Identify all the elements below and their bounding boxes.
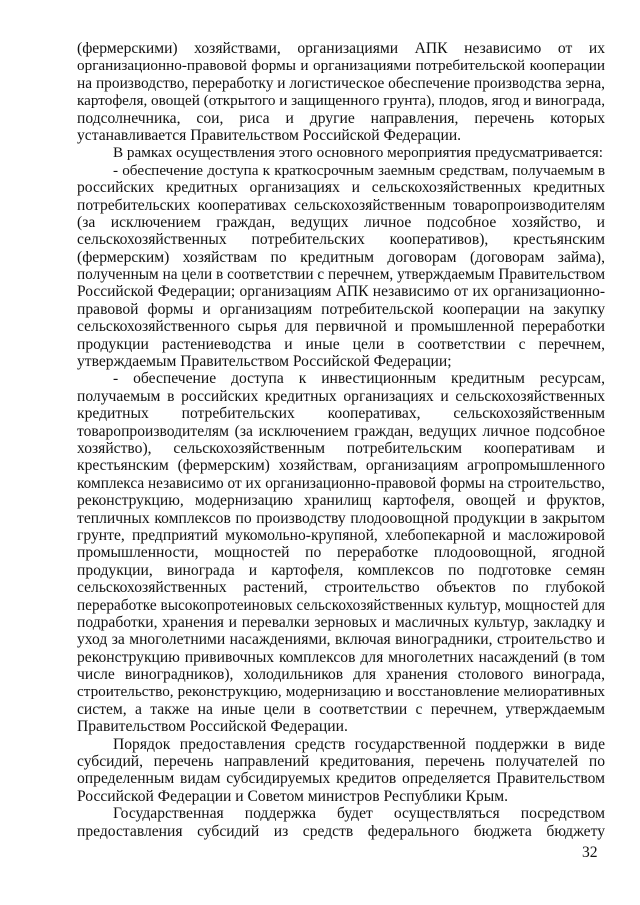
text-line: хозяйство), сельскохозяйственным потребительским кооперативам и xyxy=(77,439,605,457)
text-line: крестьянским (фермерским) хозяйствам, организациям агропромышленного xyxy=(77,457,605,475)
text-line: устанавливается Правительством Российской Федерации. xyxy=(77,126,462,144)
text-line: полученным на цели в соответствии с перечнем, утверждаемым Правительством xyxy=(77,266,605,284)
text-line: систем, а также на иные цели в соответствии с перечнем, утверждаемым xyxy=(77,700,605,718)
text-line: Российской Федерации и Советом министров Республики Крым. xyxy=(77,787,509,805)
document-body-text xyxy=(77,40,605,840)
text-line: сельскохозяйственных растений, строительство объектов по глубокой xyxy=(77,579,605,597)
text-line: подработки, хранения и перевалки зерновых и масличных культур, закладку и xyxy=(77,613,605,631)
text-line: утверждаемым Правительством Российской Федерации; xyxy=(77,353,452,371)
text-line: на производство, переработку и логистическое обеспечение производства зерна, xyxy=(77,74,605,92)
text-line: переработке высокопротеиновых сельскохозяйственных культур, мощностей для xyxy=(77,596,605,614)
text-line: реконструкцию, модернизацию хранилищ картофеля, овощей и фруктов, xyxy=(77,492,605,510)
text-line: продукции, винограда и картофеля, комплексов по подготовке семян xyxy=(77,561,605,579)
text-line: сельскохозяйственных потребительских кооперативов), крестьянским xyxy=(77,231,605,249)
text-line: комплекса независимо от их организационно-правовой формы на строительство, xyxy=(77,474,605,492)
text-line: Порядок предоставления средств государственной поддержки в виде xyxy=(113,735,605,753)
text-line: тепличных комплексов по производству плодоовощной продукции в закрытом xyxy=(77,509,605,527)
text-line: продукции растениеводства и иные цели в соответствии с перечнем, xyxy=(77,335,605,353)
text-line: грунте, предприятий мукомольно-крупяной, хлебопекарной и масложировой xyxy=(77,526,605,544)
text-line: определенным видам субсидируемых кредитов определяется Правительством xyxy=(77,770,605,788)
text-line: числе виноградников), холодильников для хранения столового винограда, xyxy=(77,666,605,684)
text-line: Российской Федерации; организациям АПК независимо от их организационно- xyxy=(77,283,605,301)
text-line: получаемым в российских кредитных организациях и сельскохозяйственных xyxy=(77,387,605,405)
text-line: подсолнечника, сои, риса и другие направления, перечень которых xyxy=(77,109,605,127)
text-line: картофеля, овощей (открытого и защищенного грунта), плодов, ягод и винограда, xyxy=(77,92,606,110)
text-line: (фермерскими) хозяйствами, организациями АПК независимо от их xyxy=(77,40,605,57)
text-line: - обеспечение доступа к инвестиционным кредитным ресурсам, xyxy=(113,370,605,388)
text-line: промышленности, мощностей по переработке плодоовощной, ягодной xyxy=(77,544,605,562)
text-line: строительство, реконструкцию, модернизацию и восстановление мелиоративных xyxy=(77,683,605,701)
text-line: потребительских кооперативах сельскохозяйственным товаропроизводителям xyxy=(77,196,605,214)
text-line: - обеспечение доступа к краткосрочным заемным средствам, получаемым в xyxy=(113,161,605,179)
text-line: российских кредитных организациях и сельскохозяйственных кредитных xyxy=(77,179,605,197)
text-line: организационно-правовой формы и организациями потребительской кооперации xyxy=(77,57,605,75)
text-line: уход за многолетними насаждениями, включая виноградники, строительство и xyxy=(77,631,605,649)
text-line: субсидий, перечень направлений кредитования, перечень получателей по xyxy=(77,753,605,771)
text-line: Правительством Российской Федерации. xyxy=(77,718,348,736)
text-line: реконструкцию прививочных комплексов для многолетних насаждений (в том xyxy=(77,648,605,666)
text-line: (за исключением граждан, ведущих личное подсобное хозяйство, и xyxy=(77,213,605,231)
page-number: 32 xyxy=(582,844,598,861)
text-line: кредитных потребительских кооперативах, сельскохозяйственным xyxy=(77,405,605,423)
text-line: (фермерским) хозяйствам по кредитным договорам (договорам займа), xyxy=(77,248,605,266)
text-line: правовой формы и организациям потребительской кооперации на закупку xyxy=(77,300,605,318)
text-line: Государственная поддержка будет осуществляться посредством xyxy=(113,805,605,823)
text-line: В рамках осуществления этого основного мероприятия предусматривается: xyxy=(113,144,604,162)
text-line: сельскохозяйственного сырья для первичной и промышленной переработки xyxy=(77,318,605,336)
text-line: предоставления субсидий из средств федерального бюджета бюджету xyxy=(77,822,605,840)
text-line: товаропроизводителям (за исключением граждан, ведущих личное подсобное xyxy=(77,422,605,440)
